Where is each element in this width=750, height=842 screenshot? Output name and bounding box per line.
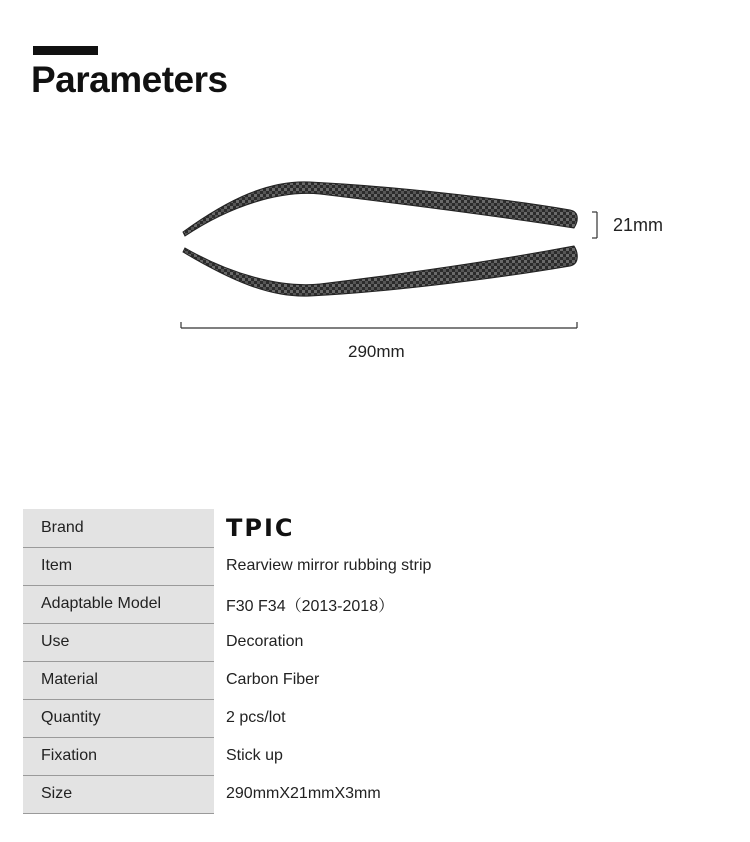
spec-value: 290mmX21mmX3mm [226, 785, 381, 802]
spec-table [23, 509, 523, 814]
spec-value: Stick up [226, 747, 283, 764]
spec-row-material [23, 661, 523, 699]
spec-label: Adaptable Model [23, 585, 214, 623]
title-accent-bar [33, 46, 98, 55]
height-dimension-bracket [592, 212, 597, 238]
width-dimension-line [181, 322, 577, 328]
width-dimension-label: 290mm [348, 342, 405, 361]
spec-value: Carbon Fiber [226, 671, 320, 688]
spec-label: Fixation [23, 737, 214, 775]
spec-value: Rearview mirror rubbing strip [226, 557, 432, 574]
spec-row-fixation [23, 737, 523, 775]
spec-value: F30 F34（2013-2018） [226, 597, 395, 615]
spec-label: Size [23, 775, 214, 813]
spec-row-quantity [23, 699, 523, 737]
spec-value: Decoration [226, 633, 304, 650]
spec-label: Quantity [23, 699, 214, 737]
page-title: Parameters [31, 59, 228, 100]
spec-row-item [23, 547, 523, 585]
spec-label: Use [23, 623, 214, 661]
height-dimension-label: 21mm [613, 215, 664, 235]
upper-strip [183, 182, 577, 236]
spec-value: 2 pcs/lot [226, 709, 286, 726]
spec-label: Brand [23, 509, 214, 547]
spec-row-brand [23, 509, 523, 547]
spec-row-use [23, 623, 523, 661]
spec-row-size [23, 775, 523, 813]
spec-label: Item [23, 547, 214, 585]
brand-logo: TPIC [226, 514, 295, 542]
product-image [170, 170, 600, 340]
lower-strip [183, 246, 577, 296]
spec-row-adaptable-model [23, 585, 523, 623]
spec-label: Material [23, 661, 214, 699]
